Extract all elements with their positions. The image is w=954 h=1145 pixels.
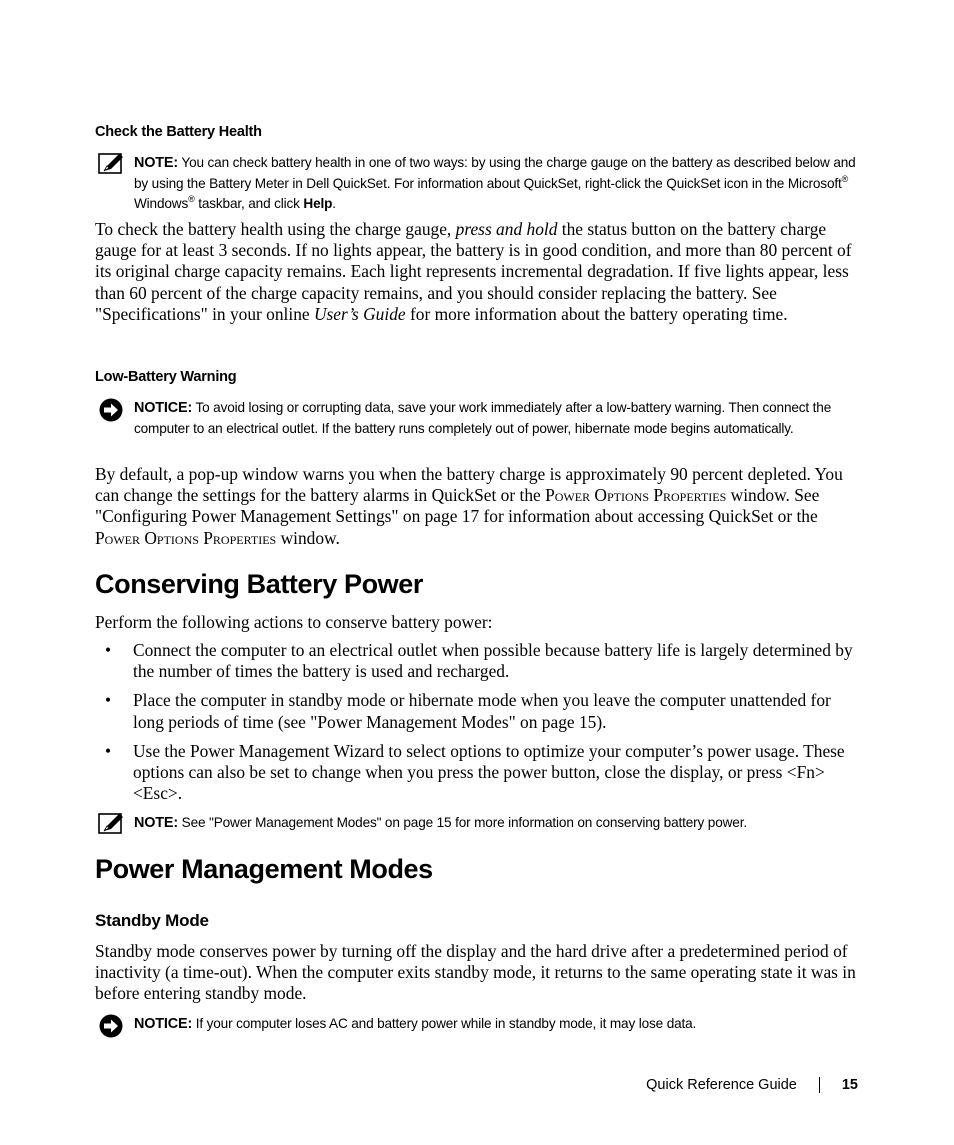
- paragraph-conserve-intro: Perform the following actions to conserve battery power:: [95, 612, 493, 632]
- heading-standby-mode: Standby Mode: [95, 911, 209, 930]
- conserve-bullet-list: [95, 640, 857, 804]
- notice-arrow-icon: [98, 1014, 124, 1036]
- paragraph-standby: Standby mode conserves power by turning off the display and the hard drive after a predetermined period of inactivity (a time-out). When the computer exits standby mode, it returns to the same operating state it was in before entering standby mode.: [95, 941, 856, 1004]
- list-item: • Place the computer in standby mode or hibernate mode when you leave the computer unattended for long periods of time (see "Power Management Modes" on page 15).: [105, 690, 831, 732]
- paragraph-battery-health: To check the battery health using the charge gauge, press and hold the status button on the battery charge gauge for at least 3 seconds. If no lights appear, the battery is in good condition, and more than 80 percent of its original charge capacity remains. Each light represents incremental degradation. If five lights appear, less than 60 percent of the charge capacity remains, and you should consider replacing the battery. See "Specifications" in your online User’s Guide for more information about the battery operating time.: [95, 219, 852, 324]
- note-text: NOTE: You can check battery health in one of two ways: by using the charge gauge on the battery as described below and by using the Battery Meter in Dell QuickSet. For information about QuickSet, right-click the QuickSet icon in the Microsoft® Windows® taskbar, and click Help.: [134, 155, 856, 211]
- footer-divider: [819, 1077, 820, 1093]
- paragraph-low-battery: By default, a pop-up window warns you when the battery charge is approximately 90 percent depleted. You can change the settings for the battery alarms in QuickSet or the Power Options Properties window. See "Configuring Power Management Settings" on page 17 for information about accessing QuickSet or the Power Options Properties window.: [95, 464, 843, 548]
- heading-power-modes: Power Management Modes: [95, 854, 433, 884]
- note-pencil-icon: [98, 813, 124, 835]
- note-text: NOTE: See "Power Management Modes" on page 15 for more information on conserving battery power.: [134, 815, 747, 831]
- notice-low-battery: [95, 398, 857, 439]
- notice-arrow-icon: [98, 398, 124, 420]
- notice-standby: [95, 1014, 857, 1035]
- note-pencil-icon: [98, 153, 124, 175]
- note-battery-health: [95, 153, 857, 213]
- footer-title: Quick Reference Guide: [646, 1077, 797, 1093]
- page-number: 15: [841, 1077, 858, 1093]
- notice-text: NOTICE: To avoid losing or corrupting data, save your work immediately after a low-battery warning. Then connect the computer to an electrical outlet. If the battery runs completely out of power, hibernate mode begins automatically.: [134, 400, 832, 436]
- heading-battery-health: Check the Battery Health: [95, 124, 262, 140]
- heading-low-battery: Low-Battery Warning: [95, 369, 237, 385]
- list-item: • Use the Power Management Wizard to select options to optimize your computer’s power usage. These options can also be set to change when you press the power button, close the display, or press <Fn><Esc>.: [105, 740, 845, 804]
- notice-text: NOTICE: If your computer loses AC and battery power while in standby mode, it may lose data.: [134, 1016, 697, 1032]
- heading-conserving-power: Conserving Battery Power: [95, 569, 423, 599]
- note-power-modes: [95, 813, 857, 834]
- page-footer: [646, 1077, 858, 1093]
- list-item: • Connect the computer to an electrical outlet when possible because battery life is largely determined by the number of times the battery is used and recharged.: [105, 640, 853, 682]
